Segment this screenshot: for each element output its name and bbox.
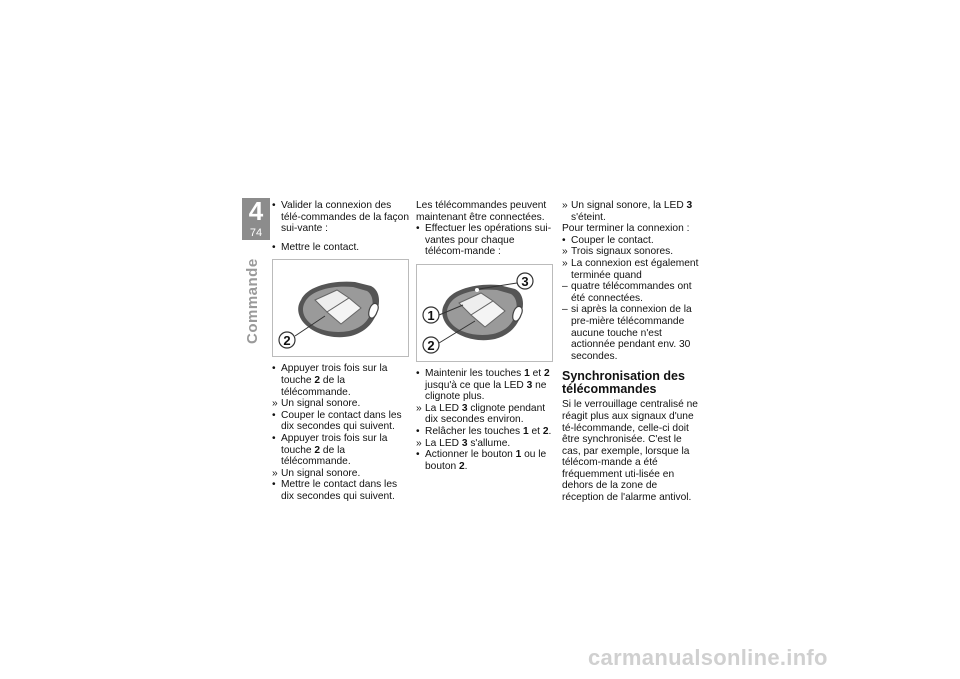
section-heading: Synchronisation des télécommandes bbox=[562, 369, 685, 397]
remote-key-icon bbox=[417, 265, 552, 361]
list-item: • Mettre le contact. bbox=[272, 241, 360, 253]
list-item: • Effectuer les opérations sui-vantes pour chaque télécom-mande : bbox=[416, 223, 552, 258]
callout-label: 1 bbox=[427, 307, 435, 323]
list-item: » Trois signaux sonores. bbox=[562, 246, 674, 258]
list-item: – si après la connexion de la pre-mière télécommande aucune touche n'est actionnée pendant env. 30 secondes. bbox=[562, 304, 692, 362]
list-item: • Actionner le bouton 1 ou le bouton 2. bbox=[416, 449, 547, 472]
list-item: » La connexion est également terminée quand bbox=[562, 257, 699, 281]
list-item: – quatre télécommandes ont été connectées. bbox=[562, 281, 692, 304]
list-item: • Appuyer trois fois sur la touche 2 de la télécommande. bbox=[272, 363, 388, 398]
list-item: • Mettre le contact dans les dix secondes qui suivent. bbox=[272, 479, 398, 502]
list-item: » Un signal sonore. bbox=[272, 398, 361, 410]
end-label: Pour terminer la connexion : bbox=[562, 223, 690, 235]
paragraph: Si le verrouillage centralisé ne réagit plus aux signaux d'une té-lécommande, celle-ci doit être synchronisée. C'est le cas, par exemple, lorsque la télécom-mande a été fréquemment uti-lisée en dehors de la zone de réception de l'alarme antivol. bbox=[562, 399, 698, 504]
list-item: » Un signal sonore, la LED 3 s'éteint. bbox=[562, 200, 693, 223]
column-3 bbox=[562, 200, 699, 504]
page-number: 74 bbox=[249, 227, 263, 239]
list-item: • Appuyer trois fois sur la touche 2 de la télécommande. bbox=[272, 432, 388, 468]
list-item: • Relâcher les touches 1 et 2. bbox=[416, 425, 552, 437]
list-item: » Un signal sonore. bbox=[272, 467, 361, 479]
chapter-label: Commande bbox=[244, 258, 261, 344]
list-item: » La LED 3 clignote pendant dix secondes environ. bbox=[416, 402, 546, 426]
watermark: carmanualsonline.info bbox=[588, 645, 828, 670]
list-item: • Couper le contact dans les dix secondes qui suivent. bbox=[272, 409, 402, 433]
column-1 bbox=[272, 200, 409, 503]
remote-key-icon bbox=[273, 260, 408, 356]
list-item: • Valider la connexion des télé-commandes de la façon sui-vante : bbox=[272, 200, 409, 235]
column-2 bbox=[416, 200, 553, 472]
chapter-number: 4 bbox=[248, 196, 264, 226]
list-item: • Couper le contact. bbox=[562, 234, 654, 246]
callout-label: 2 bbox=[283, 333, 291, 349]
intro-text: Les télécommandes peuvent maintenant être connectées. bbox=[416, 200, 547, 223]
list-item: » La LED 3 s'allume. bbox=[416, 437, 511, 449]
callout-label: 3 bbox=[521, 273, 529, 289]
callout-label: 2 bbox=[427, 337, 435, 353]
list-item: • Maintenir les touches 1 et 2 jusqu'à ce que la LED 3 ne clignote plus. bbox=[416, 367, 550, 403]
remote-figure-2 bbox=[416, 264, 553, 362]
remote-figure-1 bbox=[272, 259, 409, 357]
